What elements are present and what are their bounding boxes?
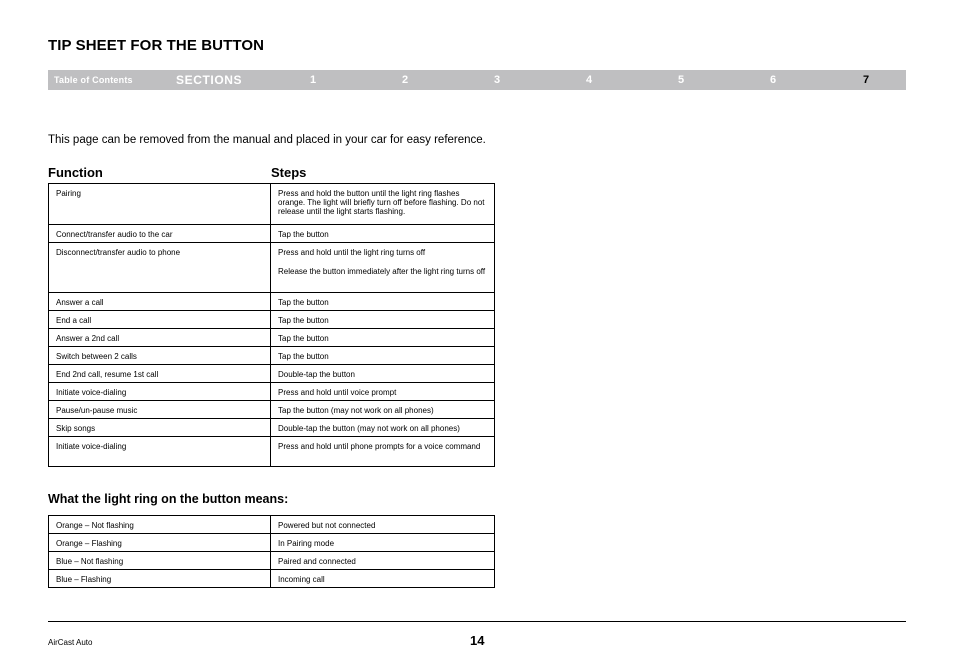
light-state-cell: Blue – Flashing (49, 570, 271, 588)
page-title: TIP SHEET FOR THE BUTTON (48, 37, 265, 54)
section-link-6[interactable]: 6 (770, 74, 777, 86)
light-meaning-cell: Paired and connected (271, 552, 495, 570)
table-row (49, 243, 495, 293)
table-of-contents-link[interactable]: Table of Contents (54, 75, 133, 85)
table-row (49, 383, 495, 401)
light-ring-heading: What the light ring on the button means: (48, 492, 289, 506)
function-cell: Pairing (49, 184, 271, 225)
steps-text: Press and hold until the light ring turns off (278, 248, 426, 257)
steps-cell: Tap the button (271, 293, 495, 311)
table-row (49, 311, 495, 329)
table-row (49, 184, 495, 225)
table-row (49, 329, 495, 347)
page-number: 14 (470, 633, 485, 648)
intro-text: This page can be removed from the manual and placed in your car for easy reference. (48, 134, 486, 146)
function-cell: Disconnect/transfer audio to phone (49, 243, 271, 293)
light-meaning-cell: In Pairing mode (271, 534, 495, 552)
function-cell: Initiate voice-dialing (49, 383, 271, 401)
table-row (49, 552, 495, 570)
function-cell: Switch between 2 calls (49, 347, 271, 365)
table-row (49, 534, 495, 552)
table-row (49, 570, 495, 588)
table-row (49, 225, 495, 243)
section-link-3[interactable]: 3 (494, 74, 501, 86)
section-link-5[interactable]: 5 (678, 74, 685, 86)
table-row (49, 293, 495, 311)
light-meaning-cell: Powered but not connected (271, 516, 495, 534)
steps-cell: Press and hold until voice prompt (271, 383, 495, 401)
steps-cell: Tap the button (271, 225, 495, 243)
steps-cell: Double-tap the button (may not work on all phones) (271, 419, 495, 437)
function-column-heading: Function (48, 165, 103, 180)
section-nav-bar (48, 70, 906, 90)
table-row (49, 401, 495, 419)
function-steps-table (48, 183, 495, 467)
steps-text: Release the button immediately after the light ring turns off (278, 267, 486, 276)
light-state-cell: Blue – Not flashing (49, 552, 271, 570)
steps-cell: Tap the button (may not work on all phones) (271, 401, 495, 419)
function-cell: Answer a 2nd call (49, 329, 271, 347)
table-row (49, 516, 495, 534)
table-row (49, 347, 495, 365)
footer-brand: AirCast Auto (48, 638, 93, 647)
steps-cell: Double-tap the button (271, 365, 495, 383)
function-cell: End a call (49, 311, 271, 329)
steps-cell: Tap the button (271, 311, 495, 329)
function-cell: Pause/un-pause music (49, 401, 271, 419)
function-cell: Answer a call (49, 293, 271, 311)
light-state-cell: Orange – Not flashing (49, 516, 271, 534)
steps-cell: Tap the button (271, 347, 495, 365)
steps-cell: Press and hold until phone prompts for a voice command (271, 437, 495, 467)
section-link-4[interactable]: 4 (586, 74, 593, 86)
function-cell: End 2nd call, resume 1st call (49, 365, 271, 383)
function-cell: Initiate voice-dialing (49, 437, 271, 467)
table-row (49, 437, 495, 467)
section-link-2[interactable]: 2 (402, 74, 409, 86)
function-cell: Connect/transfer audio to the car (49, 225, 271, 243)
section-link-1[interactable]: 1 (310, 74, 317, 86)
light-ring-table (48, 515, 495, 588)
steps-cell (271, 243, 495, 293)
function-cell: Skip songs (49, 419, 271, 437)
footer-divider (48, 621, 906, 622)
steps-cell: Tap the button (271, 329, 495, 347)
light-state-cell: Orange – Flashing (49, 534, 271, 552)
light-meaning-cell: Incoming call (271, 570, 495, 588)
section-link-7-active[interactable]: 7 (863, 74, 870, 86)
steps-cell: Press and hold the button until the light ring flashes orange. The light will briefly turn off before flashing. Do not release until the light starts flashing. (271, 184, 495, 225)
steps-column-heading: Steps (271, 165, 307, 180)
table-row (49, 365, 495, 383)
sections-label: SECTIONS (176, 73, 243, 87)
table-row (49, 419, 495, 437)
